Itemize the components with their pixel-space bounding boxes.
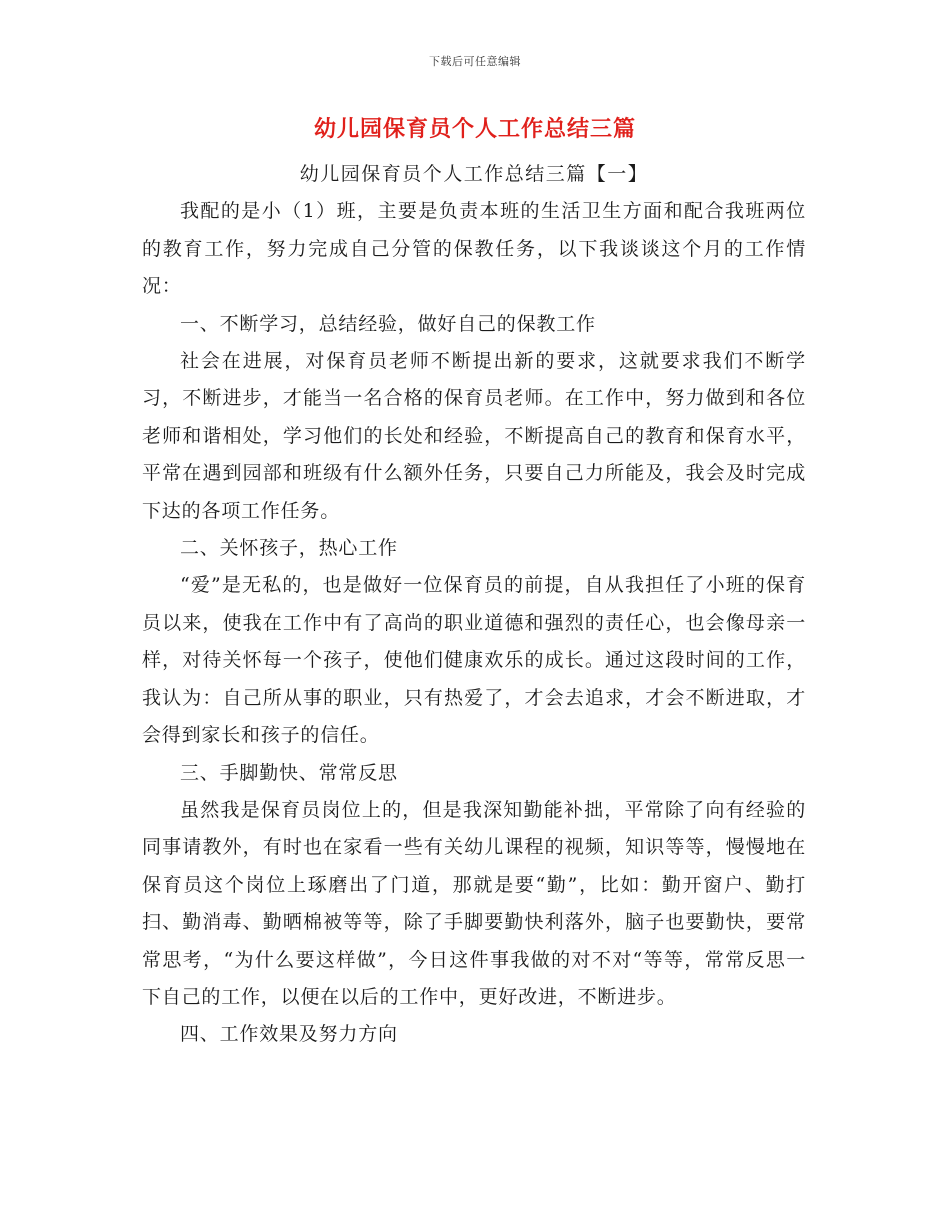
heading-section-3: 三、手脚勤快、常常反思 [180, 761, 398, 784]
paragraph-section-2: “爱”是无私的，也是做好一位保育员的前提，自从我担任了小班的保育员以来，使我在工作中有了高尚的职业道德和强烈的责任心，也会像母亲一样，对待关怀每一个孩子，使他们健康欢乐的成长。通过这段时间的工作，我认为：自己所从事的职业，只有热爱了，才会去追求，才会不断进取，才会得到家长和孩子的信任。 [142, 574, 806, 747]
section-subtitle: 幼儿园保育员个人工作总结三篇【一】 [299, 163, 649, 185]
document-body [142, 156, 806, 1054]
paragraph-section-3: 虽然我是保育员岗位上的，但是我深知勤能补拙，平常除了向有经验的同事请教外，有时也在家看一些有关幼儿课程的视频，知识等等，慢慢地在保育员这个岗位上琢磨出了门道，那就是要“勤”，比如：勤开窗户、勤打扫、勤消毒、勤晒棉被等等，除了手脚要勤快利落外，脑子也要勤快，要常常思考，“为什么要这样做”，今日这件事我做的对不对“等等，常常反思一下自己的工作，以便在以后的工作中，更好改进，不断进步。 [142, 798, 806, 1008]
document-title: 幼儿园保育员个人工作总结三篇 [313, 116, 636, 142]
paragraph-section-1: 社会在进展，对保育员老师不断提出新的要求，这就要求我们不断学习，不断进步，才能当一名合格的保育员老师。在工作中，努力做到和各位老师和谐相处，学习他们的长处和经验，不断提高自己的教育和保育水平，平常在遇到园部和班级有什么额外任务，只要自己力所能及，我会及时完成下达的各项工作任务。 [142, 350, 806, 522]
header-note: 下载后可任意编辑 [429, 55, 521, 68]
heading-section-1: 一、不断学习，总结经验，做好自己的保教工作 [180, 312, 596, 335]
paragraph-intro: 我配的是小（1）班，主要是负责本班的生活卫生方面和配合我班两位的教育工作，努力完成自己分管的保教任务，以下我谈谈这个月的工作情况： [142, 200, 806, 298]
heading-section-2: 二、关怀孩子，热心工作 [180, 537, 398, 560]
heading-section-4: 四、工作效果及努力方向 [180, 1023, 398, 1046]
